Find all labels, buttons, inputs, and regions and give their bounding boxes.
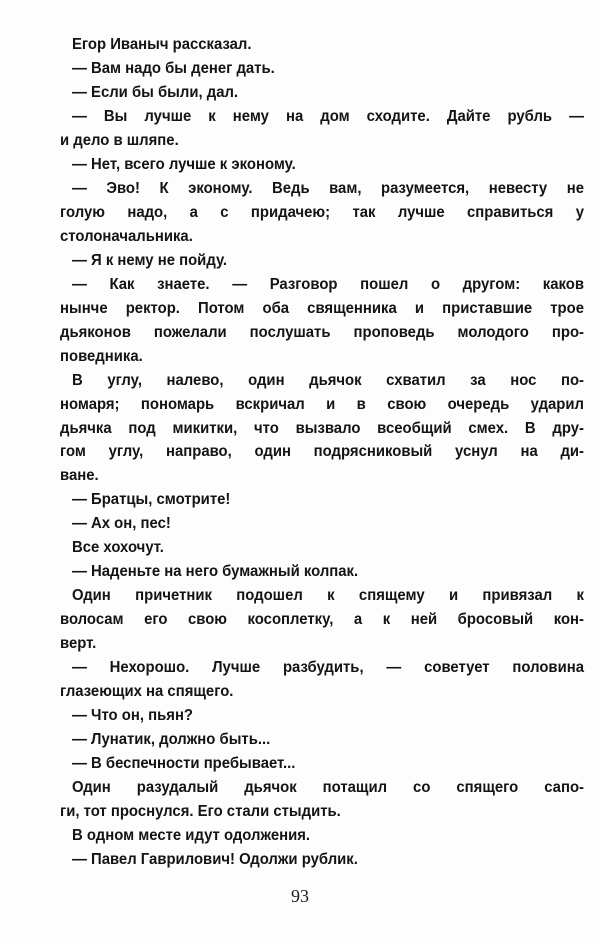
text-line: — Что он, пьян? [72,707,194,725]
text-line: — Как знаете. — Разговор пошел о другом: каков [72,275,584,293]
text-line: — Лунатик, должно быть... [72,731,271,749]
text-line: — Если бы были, дал. [72,83,239,101]
text-line: Один разудалый дьячок потащил со спящего сапо- [72,779,584,797]
text-line: ване. [60,467,99,485]
text-line: ги, тот проснулся. Его стали стыдить. [60,803,341,821]
text-line: — Ах он, пес! [72,515,171,533]
text-line: — Нехорошо. Лучше разбудить, — советует половина [72,659,584,677]
text-line: В углу, налево, один дьячок схватил за нос по- [72,371,584,389]
text-line: В одном месте идут одолжения. [72,827,311,844]
text-line: — Вы лучше к нему на дом сходите. Дайте рубль — [72,107,584,125]
text-line: — В беспечности пребывает... [72,755,296,773]
text-line: верт. [60,635,97,653]
text-line: дьячка под микитки, что вызвало всеобщий смех. В дру- [60,419,584,437]
text-line: — Вам надо бы денег дать. [72,59,275,77]
text-line: — Эво! К эконому. Ведь вам, разумеется, невесту не [72,179,584,197]
text-line: номаря; пономарь вскричал и в свою очередь ударил [60,395,584,413]
text-line: голую надо, а с придачею; так лучше справиться у [60,203,584,221]
text-line: — Наденьте на него бумажный колпак. [72,563,359,581]
text-line: Все хохочут. [72,539,164,557]
page-number: 93 [291,886,309,906]
text-line: столоначальника. [60,227,193,245]
text-line: нынче ректор. Потом оба священника и приставшие трое [60,299,584,317]
text-line: гом углу, направо, один подрясниковый уснул на ди- [60,443,584,461]
text-line: поведника. [60,347,143,365]
text-line: Один причетник подошел к спящему и привязал к [72,587,584,605]
text-line: Егор Иваныч рассказал. [72,36,252,53]
text-line: дьяконов пожелали послушать проповедь молодого про- [60,323,584,341]
text-line: — Павел Гаврилович! Одолжи рублик. [72,850,358,868]
text-line: волосам его свою косоплетку, а к ней бросовый кон- [60,611,584,629]
text-line: — Я к нему не пойду. [72,251,228,269]
text-line: — Нет, всего лучше к эконому. [72,155,296,173]
text-line: — Братцы, смотрите! [72,491,231,509]
text-line: и дело в шляпе. [60,131,179,149]
text-line: глазеющих на спящего. [60,683,234,701]
